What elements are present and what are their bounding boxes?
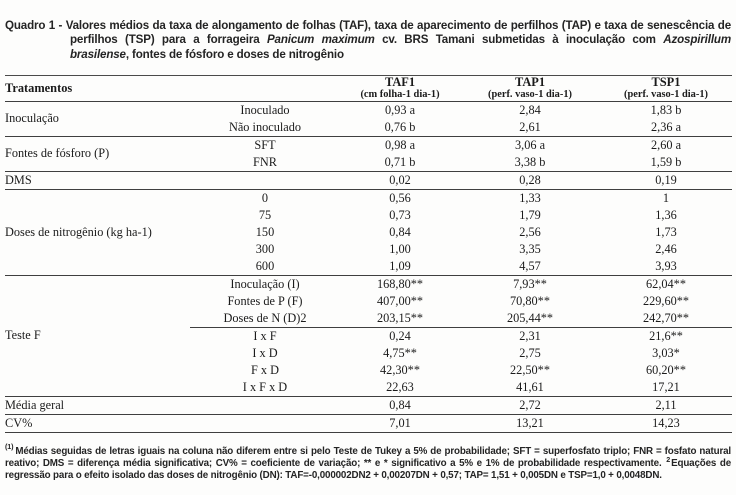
cell: 0,71 b <box>340 154 460 172</box>
cell: 13,21 <box>460 414 600 432</box>
cell: 300 <box>255 241 275 256</box>
cell: 75 <box>258 207 272 222</box>
cell: 1,00 <box>389 241 411 256</box>
cell: 2,61 <box>460 119 600 137</box>
cell: 168,80** <box>376 276 424 291</box>
caption-label: Quadro 1 <box>5 18 56 32</box>
group-label-teste-f: Teste F <box>5 275 190 396</box>
group-label-doses: Doses de nitrogênio (kg ha-1) <box>5 189 190 275</box>
cell: 3,35 <box>519 241 541 256</box>
cell: 7,01 <box>340 414 460 432</box>
cell: SFT <box>254 137 276 152</box>
cell: 1,79 <box>519 207 541 222</box>
table-row <box>5 136 732 154</box>
cell: 0,73 <box>389 207 411 222</box>
header-tap-name: TAP1 <box>514 74 546 89</box>
cell: 0,84 <box>389 224 411 239</box>
cell: I x F x D <box>190 379 340 397</box>
cell: 2,36 a <box>600 119 732 137</box>
cell: 42,30** <box>380 362 420 377</box>
cell: 41,61 <box>460 379 600 397</box>
cell: 1,33 <box>519 190 541 205</box>
table-row <box>5 396 732 414</box>
cell: 407,00** <box>376 293 424 308</box>
table-row <box>5 171 732 189</box>
cell: 22,63 <box>340 379 460 397</box>
cell: Não inoculado <box>190 119 340 137</box>
cell: 1,73 <box>655 224 677 239</box>
cell: Inoculado <box>240 102 290 117</box>
cell: 1,36 <box>655 207 677 222</box>
cell: 2,72 <box>460 396 600 414</box>
cell: 70,80** <box>510 293 550 308</box>
cell: 0,93 a <box>384 102 416 117</box>
caption-text-3: , fontes de fósforo e doses de nitrogênio <box>125 48 344 62</box>
cell: 1,09 <box>340 258 460 276</box>
cell: 3,93 <box>600 258 732 276</box>
cell: 3,03* <box>652 345 680 360</box>
header-row <box>5 75 732 101</box>
cell: 0,24 <box>340 327 460 345</box>
cell <box>190 414 340 432</box>
caption-text-2: cv. BRS Tamani submetidas à inoculação com <box>374 33 664 47</box>
header-subtreatment <box>190 75 340 101</box>
cell: 7,93** <box>513 276 547 291</box>
cell: 4,57 <box>460 258 600 276</box>
cell: FNR <box>190 154 340 172</box>
cell: 0,98 a <box>384 137 416 152</box>
group-label-media-geral: Média geral <box>5 396 190 414</box>
cell: 21,6** <box>600 327 732 345</box>
cell: Doses de N (D)2 <box>223 310 307 325</box>
cell: 0,56 <box>389 190 411 205</box>
cell: 2,56 <box>519 224 541 239</box>
cell: 0,76 b <box>340 119 460 137</box>
caption-separator: - <box>55 18 66 32</box>
header-treatments: Tratamentos <box>5 75 190 101</box>
cell: 3,38 b <box>460 154 600 172</box>
footnote-marker-1: (1) <box>5 442 14 452</box>
cell: F x D <box>250 362 280 377</box>
cell: 0 <box>261 190 269 205</box>
header-taf-name: TAF1 <box>384 74 416 89</box>
group-label-inoculacao: Inoculação <box>5 101 190 136</box>
cell: 229,60** <box>642 293 690 308</box>
table-caption <box>5 19 731 63</box>
header-tsp <box>600 75 732 101</box>
group-label-cv: CV% <box>5 414 190 432</box>
cell: Inoculação (I) <box>230 276 300 291</box>
cell <box>190 171 340 189</box>
header-tsp-unit: (perf. vaso-1 dia-1) <box>624 88 708 100</box>
cell: 2,75 <box>519 345 541 360</box>
cell: 1 <box>662 190 670 205</box>
cell: 1,59 b <box>600 154 732 172</box>
cell: 2,46 <box>655 241 677 256</box>
table-footnote <box>5 442 731 483</box>
cell: 600 <box>190 258 340 276</box>
header-tap-unit: (perf. vaso-1 dia-1) <box>488 88 572 100</box>
cell: 62,04** <box>646 276 686 291</box>
cell: 0,84 <box>340 396 460 414</box>
table-row <box>5 275 732 293</box>
cell: 2,11 <box>600 396 732 414</box>
cell: 60,20** <box>646 362 686 377</box>
cell: 17,21 <box>600 379 732 397</box>
cell: 0,19 <box>600 171 732 189</box>
table-row <box>5 414 732 432</box>
footnote-text-1: Médias seguidas de letras iguais na coluna não diferem entre si pelo Teste de Tukey a 5% de probabilidade; SFT = superfosfato triplo; FNR = fosfato natural reativo; DMS = diferença média significativa; CV% = coeficiente de variação; ** e * significativo a 5% e 1% de probabilidade respectivamente. <box>5 445 731 469</box>
caption-species-2: Azospirillum brasilense <box>70 33 731 62</box>
footnote-marker-2: 2 <box>666 454 671 464</box>
header-tap <box>460 75 600 101</box>
cell: 0,02 <box>340 171 460 189</box>
cell: 203,15** <box>376 310 424 325</box>
cell: 150 <box>255 224 275 239</box>
caption-species-1: Panicum maximum <box>266 33 375 47</box>
cell: 2,84 <box>519 102 541 117</box>
cell: 0,28 <box>460 171 600 189</box>
header-taf <box>340 75 460 101</box>
group-label-dms: DMS <box>5 171 190 189</box>
cell: I x F <box>190 327 340 345</box>
cell: 2,31 <box>460 327 600 345</box>
cell: I x D <box>252 345 278 360</box>
cell: 1,83 b <box>650 102 682 117</box>
caption-text-1: Valores médios da taxa de alongamento de folhas (TAF), taxa de aparecimento de perfilhos (TAP) e taxa de senescência de perfilhos (TSP) para a forrageira <box>65 18 731 47</box>
data-table <box>5 75 732 433</box>
footnote-text-2: Equações de regressão para o efeito isolado das doses de nitrogênio (DN): TAF=-0,000002DN2 + 0,00207DN + 0,57; TAP= 1,51 + 0,005DN e TSP=1,0 + 0,0048DN. <box>5 457 731 482</box>
cell: 205,44** <box>506 310 554 325</box>
table-row <box>5 189 732 207</box>
cell: Fontes de P (F) <box>227 293 303 308</box>
group-label-fosforo: Fontes de fósforo (P) <box>5 136 190 171</box>
cell: 14,23 <box>600 414 732 432</box>
cell: 22,50** <box>510 362 550 377</box>
header-tsp-name: TSP1 <box>651 74 681 89</box>
table-row <box>5 101 732 119</box>
cell: 3,06 a <box>514 137 546 152</box>
cell: 2,60 a <box>650 137 682 152</box>
cell: 4,75** <box>383 345 417 360</box>
cell <box>190 396 340 414</box>
cell: 242,70** <box>642 310 690 325</box>
header-taf-unit: (cm folha-1 dia-1) <box>360 88 440 100</box>
